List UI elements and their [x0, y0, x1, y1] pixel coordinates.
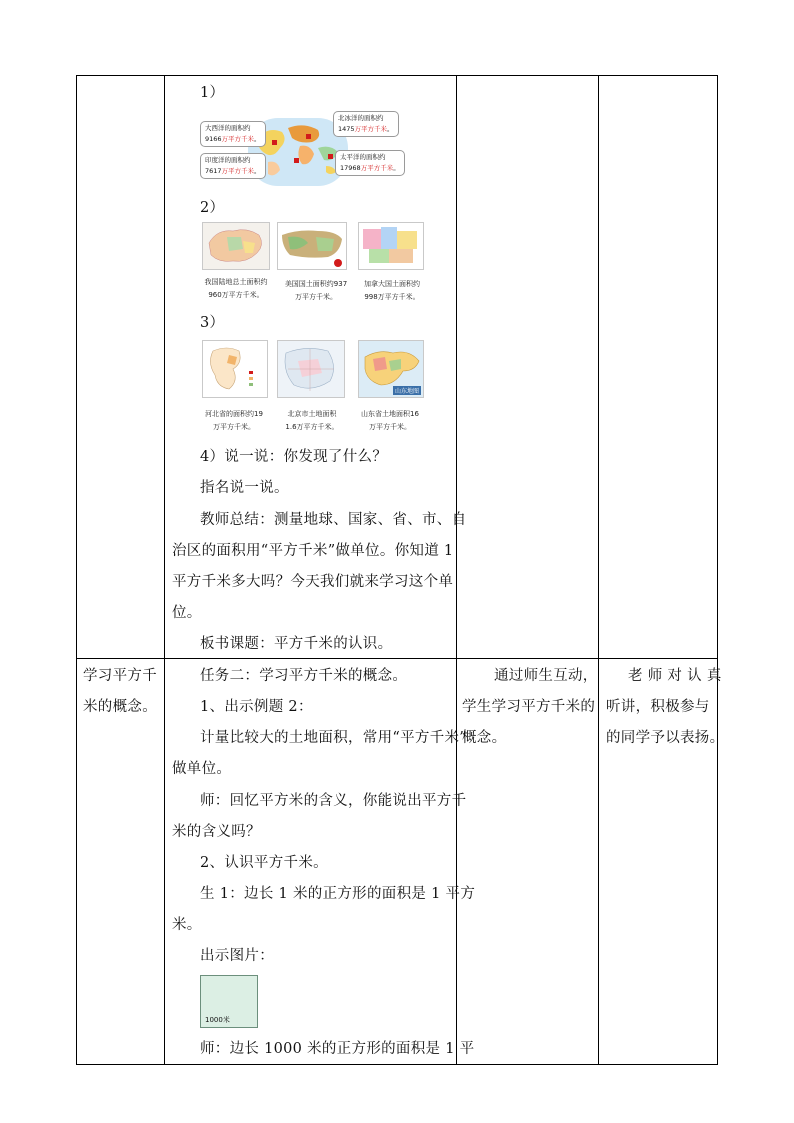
- callout-line: [338, 124, 394, 135]
- evaluation-line3: 的同学予以表扬。: [606, 730, 725, 746]
- shandong-map-image: [358, 340, 424, 398]
- arctic-area-callout: [333, 111, 399, 137]
- col-border-3: [598, 75, 599, 1065]
- evaluation-line1: 老 师 对 认 真: [628, 668, 722, 684]
- col-border-1: [164, 75, 165, 1065]
- caption-line: 北京市土地面积: [287, 410, 337, 418]
- indian-area-callout: [200, 153, 266, 179]
- usa-caption: [276, 278, 356, 304]
- step-name-line1: 学习平方千: [83, 668, 157, 684]
- caption-line: 河北省的面积约19: [205, 410, 263, 418]
- callout-number: 9166: [205, 135, 222, 143]
- student-answer-line1: 生 1：边长 1 米的正方形的面积是 1 平方: [200, 886, 476, 902]
- callout-line: 大西洋的面积约: [205, 124, 251, 132]
- caption-line: 1.6万平方千米。: [285, 423, 339, 431]
- hebei-map-image: [202, 340, 268, 398]
- beijing-caption: [272, 408, 352, 434]
- teacher-summary-line1: 教师总结：测量地球、国家、省、市、自: [200, 512, 467, 528]
- callout-number: 1475: [338, 125, 355, 133]
- caption-line: 我国陆地总土面积约: [204, 278, 268, 286]
- caption-line: 山东省土地面积16: [361, 410, 419, 418]
- pacific-area-callout: [335, 150, 405, 176]
- callout-unit: 万平方千米: [360, 164, 394, 172]
- teacher-question-line1: 师：回忆平方米的含义，你能说出平方千: [200, 793, 467, 809]
- atlantic-area-callout: [200, 121, 266, 147]
- callout-period: 。: [393, 164, 400, 172]
- callout-number: 17968: [340, 164, 361, 172]
- table-bottom-border: [76, 1064, 718, 1065]
- item-2-label: 2）: [200, 200, 225, 216]
- china-map-image: [202, 222, 270, 270]
- unit-usage-line2: 做单位。: [172, 761, 232, 777]
- usa-map-image: [277, 222, 347, 270]
- caption-line: 998万平方千米。: [364, 293, 420, 301]
- col-border-2: [456, 75, 457, 1065]
- canada-caption: [352, 278, 432, 304]
- caption-line: 万平方千米。: [369, 423, 411, 431]
- show-picture-label: 出示图片：: [200, 948, 274, 964]
- callout-line: 印度洋的面积约: [205, 156, 251, 164]
- callout-period: 。: [254, 135, 261, 143]
- beijing-map-image: [277, 340, 345, 398]
- recognize-km2-heading: 2、认识平方千米。: [200, 855, 328, 871]
- teacher-summary-line2: 治区的面积用“平方千米”做单位。你知道 1: [172, 543, 454, 559]
- teacher-summary-line3: 平方千米多大吗？今天我们就来学习这个单: [172, 574, 454, 590]
- col-border-right: [717, 75, 718, 1065]
- callout-line: [205, 134, 261, 145]
- design-intent-line2: 学生学习平方千米的: [462, 699, 596, 715]
- design-intent-line1: 通过师生互动，: [494, 668, 598, 684]
- evaluation-line2: 听讲，积极参与: [606, 699, 710, 715]
- callout-period: 。: [254, 167, 261, 175]
- callout-unit: 万平方千米: [354, 125, 388, 133]
- caption-line: 万平方千米。: [295, 293, 337, 301]
- square-side-label: 1000米: [205, 1016, 230, 1024]
- unit-usage-line1: 计量比较大的土地面积，常用“平方千米”: [200, 730, 468, 746]
- col-border-left: [76, 75, 77, 1065]
- shandong-caption: [350, 408, 430, 434]
- board-title: 板书课题：平方千米的认识。: [200, 636, 393, 652]
- china-caption: [196, 276, 276, 302]
- callout-unit: 万平方千米: [221, 135, 255, 143]
- canada-map-image: [358, 222, 424, 270]
- callout-period: 。: [387, 125, 394, 133]
- shandong-map-tag: 山东地图: [394, 388, 419, 395]
- row-divider: [76, 658, 718, 659]
- step-name-line2: 米的概念。: [83, 699, 157, 715]
- callout-line: 北冰洋的面积约: [338, 114, 384, 122]
- teacher-statement: 师：边长 1000 米的正方形的面积是 1 平: [200, 1041, 475, 1057]
- caption-line: 美国国土面积约937: [284, 280, 348, 288]
- callout-line: [205, 166, 261, 177]
- teacher-summary-line4: 位。: [172, 605, 202, 621]
- item-1-label: 1）: [200, 85, 225, 101]
- discussion-prompt: 4）说一说：你发现了什么？: [200, 449, 388, 465]
- call-on-students: 指名说一说。: [200, 480, 289, 496]
- hebei-caption: [194, 408, 274, 434]
- student-answer-line2: 米。: [172, 917, 202, 933]
- caption-line: 加拿大国土面积约: [364, 280, 420, 288]
- teacher-question-line2: 米的含义吗？: [172, 824, 261, 840]
- task-two-title: 任务二：学习平方千米的概念。: [200, 668, 408, 684]
- example-2-heading: 1、出示例题 2：: [200, 699, 313, 715]
- callout-line: [340, 163, 400, 174]
- item-3-label: 3）: [200, 315, 225, 331]
- table-top-border: [76, 75, 718, 76]
- caption-line: 万平方千米。: [213, 423, 255, 431]
- design-intent-line3: 概念。: [462, 730, 507, 746]
- callout-line: 太平洋的面积约: [340, 153, 386, 161]
- callout-number: 7617: [205, 167, 222, 175]
- caption-line: 960万平方千米。: [208, 291, 264, 299]
- callout-unit: 万平方千米: [221, 167, 255, 175]
